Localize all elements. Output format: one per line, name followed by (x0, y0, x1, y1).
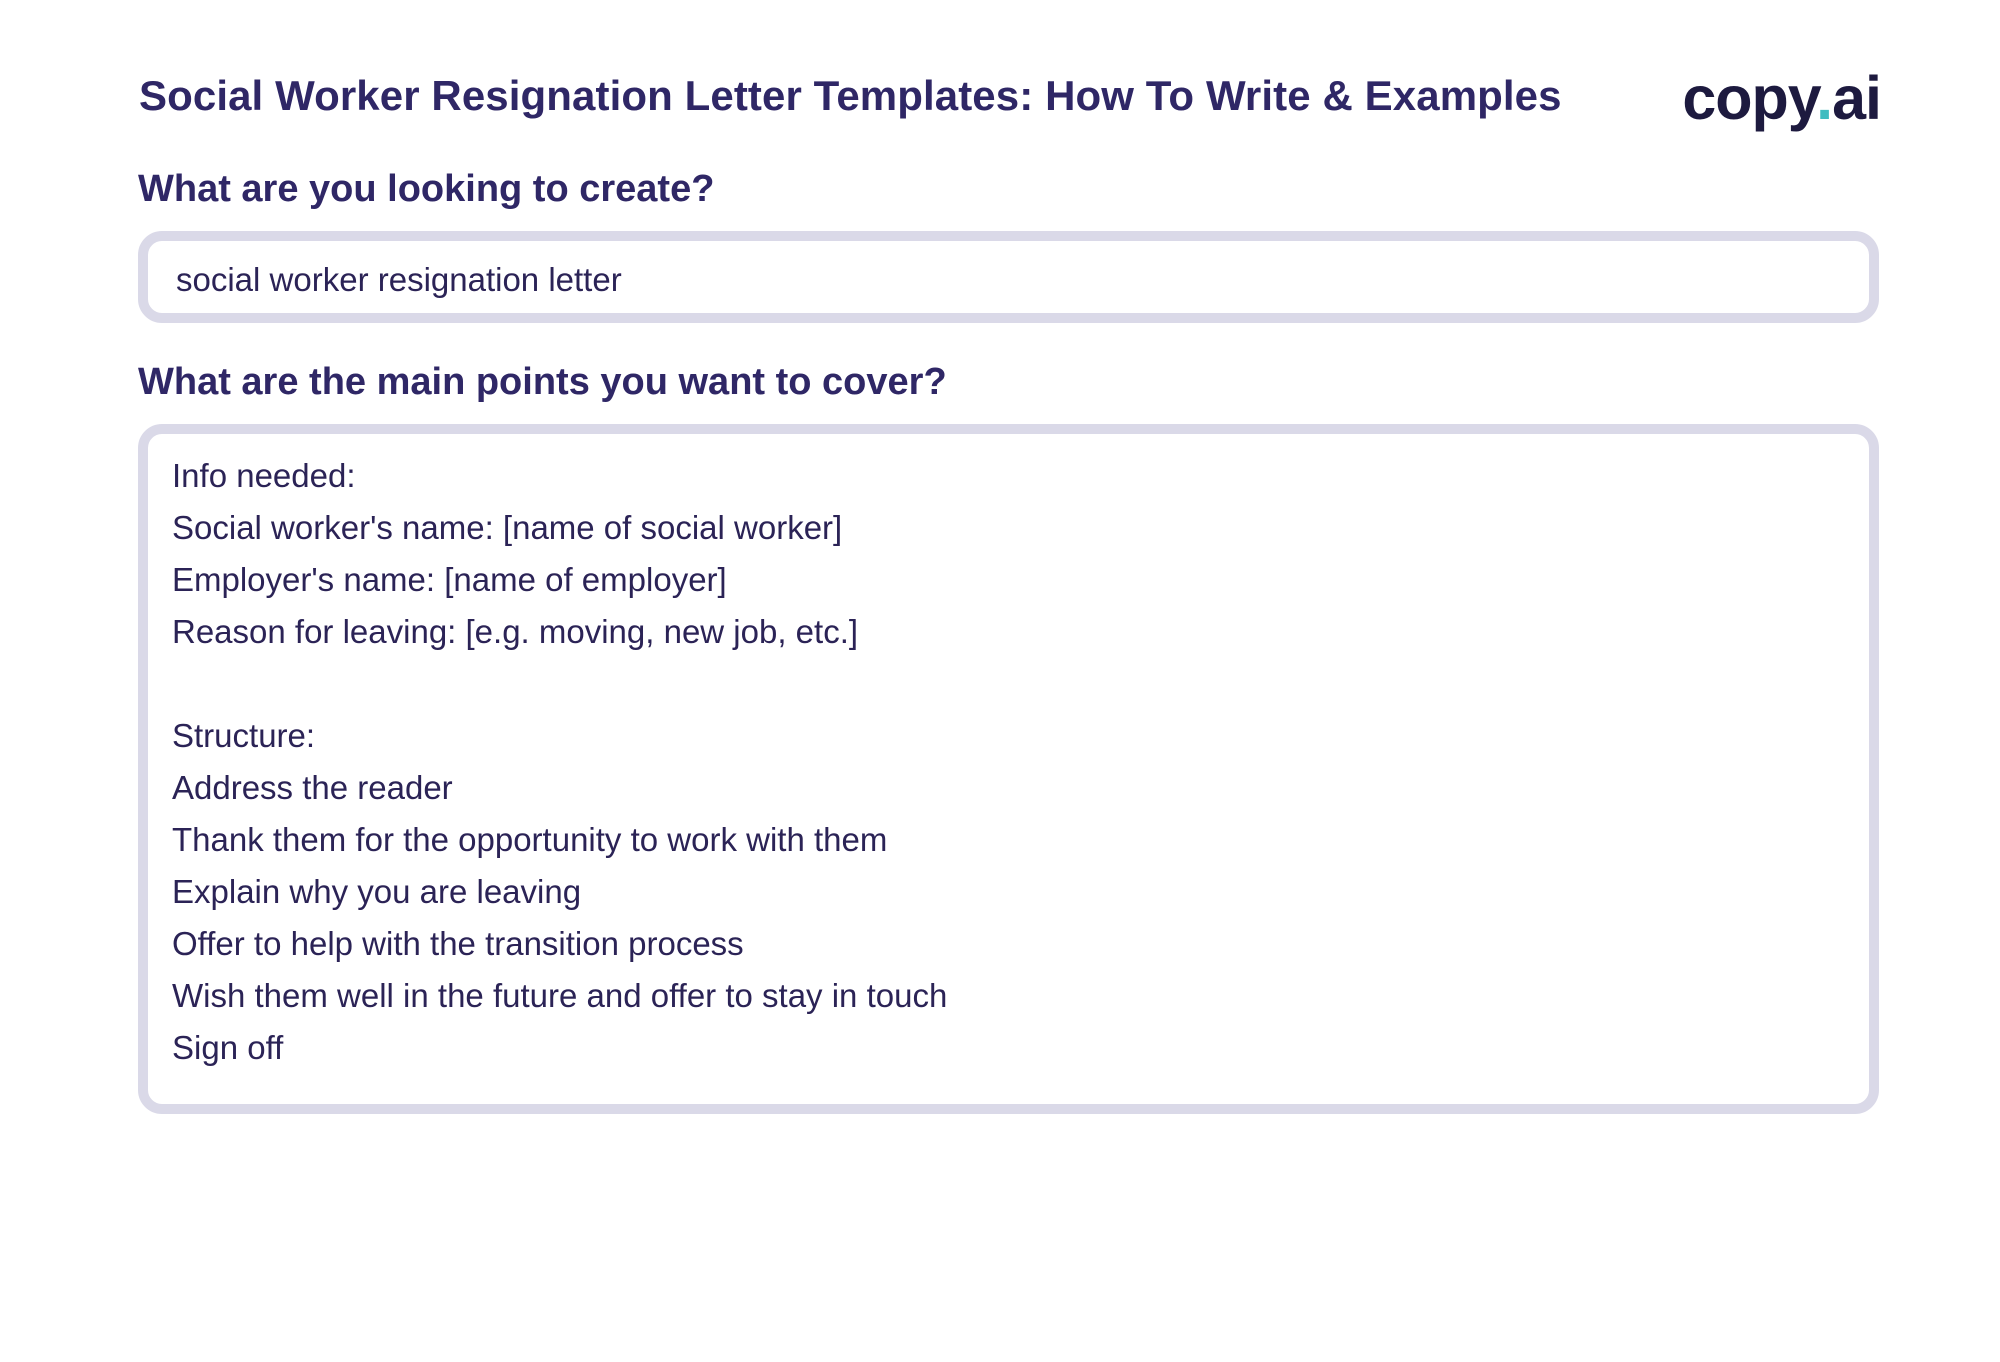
points-line: Offer to help with the transition process (172, 925, 744, 962)
points-line: Sign off (172, 1029, 284, 1066)
points-line: Social worker's name: [name of social worker] (172, 509, 843, 546)
points-textarea[interactable] (138, 424, 1879, 1114)
create-input-value[interactable]: social worker resignation letter (176, 261, 622, 298)
points-field-label: What are the main points you want to cover? (138, 361, 947, 403)
points-text-lines (172, 450, 947, 1074)
logo-text-ai: ai (1832, 64, 1881, 132)
points-line: Employer's name: [name of employer] (172, 561, 727, 598)
copy-ai-logo[interactable] (1682, 62, 1881, 135)
points-line: Thank them for the opportunity to work with them (172, 821, 888, 858)
page-header (139, 62, 1879, 142)
points-line: Wish them well in the future and offer to stay in touch (172, 977, 948, 1014)
points-line (172, 658, 947, 710)
create-input[interactable] (138, 231, 1879, 323)
points-line: Explain why you are leaving (172, 873, 582, 910)
points-line: Reason for leaving: [e.g. moving, new job, etc.] (172, 613, 859, 650)
points-line: Address the reader (172, 769, 453, 806)
points-line: Structure: (172, 717, 316, 754)
logo-dot: . (1816, 64, 1833, 132)
logo-text-copy: copy (1682, 64, 1817, 132)
create-field-label: What are you looking to create? (138, 168, 715, 210)
points-line: Info needed: (172, 457, 356, 494)
page-title: Social Worker Resignation Letter Templates: How To Write & Examples (139, 72, 1562, 119)
